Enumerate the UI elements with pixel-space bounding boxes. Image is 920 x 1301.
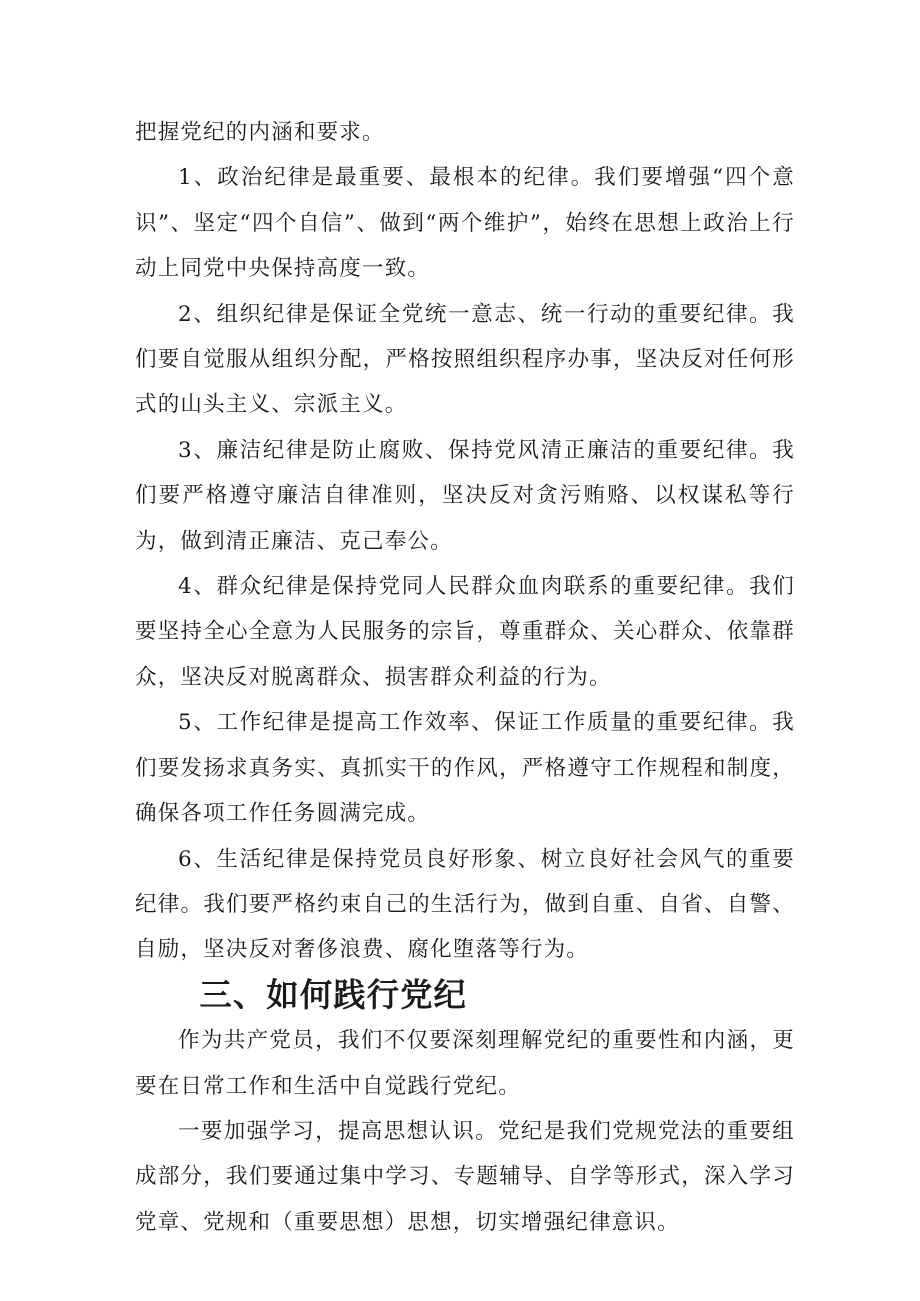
paragraph-organizational-discipline: 2、组织纪律是保证全党统一意志、统一行动的重要纪律。我们要自觉服从组织分配，严格按照组织程序办事，坚决反对任何形式的山头主义、宗派主义。: [135, 301, 795, 418]
document-body: [135, 110, 795, 1245]
paragraph-mass-discipline: 4、群众纪律是保持党同人民群众血肉联系的重要纪律。我们要坚持全心全意为人民服务的宗旨，尊重群众、关心群众、依靠群众，坚决反对脱离群众、损害群众利益的行为。: [135, 574, 795, 690]
paragraph-continuation: 把握党纪的内涵和要求。: [135, 120, 385, 145]
paragraph-political-discipline: 1、政治纪律是最重要、最根本的纪律。我们要增强“四个意识”、坚定“四个自信”、做到“两个维护”，始终在思想上政治上行动上同党中央保持高度一致。: [135, 165, 795, 282]
paragraph-strengthen-learning: 一要加强学习，提高思想认识。党纪是我们党规党法的重要组成部分，我们要通过集中学习、专题辅导、自学等形式，深入学习党章、党规和（重要思想）思想，切实增强纪律意识。: [135, 1118, 795, 1235]
section-heading: 三、如何践行党纪: [199, 975, 468, 1014]
paragraph-practice-intro: 作为共产党员，我们不仅要深刻理解党纪的重要性和内涵，更要在日常工作和生活中自觉践行党纪。: [135, 1028, 795, 1099]
paragraph-life-discipline: 6、生活纪律是保持党员良好形象、树立良好社会风气的重要纪律。我们要严格约束自己的生活行为，做到自重、自省、自警、自励，坚决反对奢侈浪费、腐化堕落等行为。: [135, 846, 795, 963]
paragraph-integrity-discipline: 3、廉洁纪律是防止腐败、保持党风清正廉洁的重要纪律。我们要严格遵守廉洁自律准则，坚决反对贪污贿赂、以权谋私等行为，做到清正廉洁、克己奉公。: [135, 437, 795, 554]
paragraph-work-discipline: 5、工作纪律是提高工作效率、保证工作质量的重要纪律。我们要发扬求真务实、真抓实干的作风，严格遵守工作规程和制度，确保各项工作任务圆满完成。: [135, 710, 795, 827]
